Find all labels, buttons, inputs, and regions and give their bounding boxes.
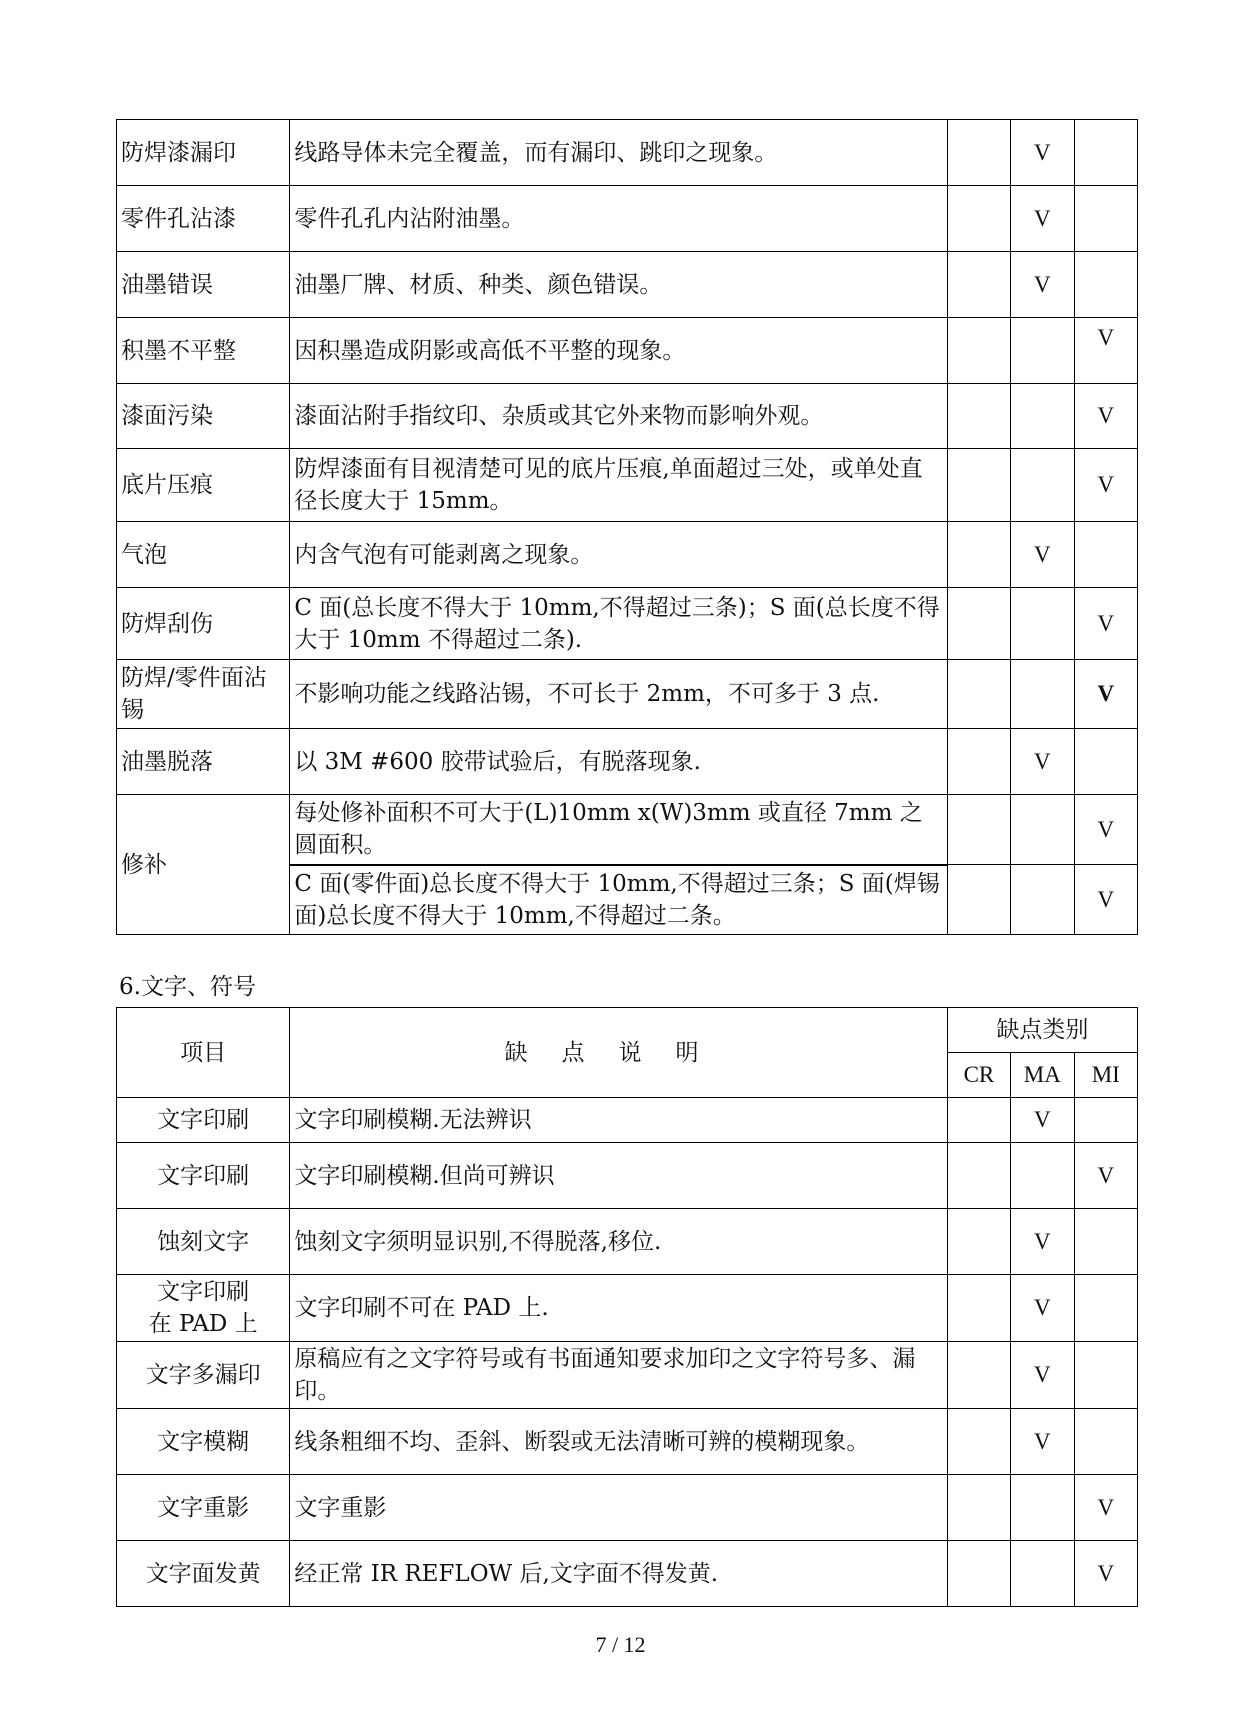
table-header-row [117, 1008, 1138, 1053]
item-cell: 零件孔沾漆 [117, 186, 290, 252]
text-symbol-defect-table [116, 1007, 1138, 1607]
ma-cell: V [1011, 1409, 1074, 1475]
ma-cell [1011, 865, 1074, 935]
ma-cell: V [1011, 1209, 1074, 1275]
desc-cell: 每处修补面积不可大于(L)10mm x(W)3mm 或直径 7mm 之圆面积。 [290, 795, 947, 865]
table-row [117, 252, 1138, 318]
table-row [117, 1209, 1138, 1275]
table-row [117, 449, 1138, 522]
item-cell: 文字印刷在 PAD 上 [117, 1275, 290, 1342]
mi-cell: V [1074, 795, 1137, 865]
desc-cell: 防焊漆面有目视清楚可见的底片压痕,单面超过三处，或单处直径长度大于 15mm。 [290, 449, 947, 522]
desc-cell: C 面(零件面)总长度不得大于 10mm,不得超过三条；S 面(焊锡面)总长度不得大于 10mm,不得超过二条。 [290, 865, 947, 935]
cr-cell [947, 1409, 1010, 1475]
ma-cell [1011, 1541, 1074, 1607]
cr-cell [947, 660, 1010, 729]
desc-cell: 内含气泡有可能剥离之现象。 [290, 522, 947, 588]
ma-cell [1011, 449, 1074, 522]
cr-cell [947, 318, 1010, 384]
ma-cell: V [1011, 120, 1074, 186]
ma-cell [1011, 318, 1074, 384]
item-cell: 底片压痕 [117, 449, 290, 522]
item-cell: 文字模糊 [117, 1409, 290, 1475]
mi-cell: V [1074, 1143, 1137, 1209]
mi-cell [1074, 120, 1137, 186]
mi-cell: V [1074, 1475, 1137, 1541]
mi-cell: V [1074, 318, 1137, 384]
item-cell: 文字多漏印 [117, 1342, 290, 1409]
item-cell: 文字印刷 [117, 1143, 290, 1209]
solder-mask-defect-table [116, 119, 1138, 935]
item-cell: 文字印刷 [117, 1098, 290, 1143]
item-cell: 文字面发黄 [117, 1541, 290, 1607]
ma-cell: V [1011, 1342, 1074, 1409]
ma-cell: V [1011, 522, 1074, 588]
ma-cell: V [1011, 252, 1074, 318]
mi-cell [1074, 1209, 1137, 1275]
desc-cell: 经正常 IR REFLOW 后,文字面不得发黄. [290, 1541, 947, 1607]
item-cell: 油墨错误 [117, 252, 290, 318]
table-row [117, 1409, 1138, 1475]
ma-cell [1011, 795, 1074, 865]
ma-cell [1011, 660, 1074, 729]
table-row [117, 186, 1138, 252]
table-row [117, 588, 1138, 660]
mi-cell: V [1074, 449, 1137, 522]
desc-cell: 原稿应有之文字符号或有书面通知要求加印之文字符号多、漏印。 [290, 1342, 947, 1409]
item-cell: 文字重影 [117, 1475, 290, 1541]
desc-cell: 线条粗细不均、歪斜、断裂或无法清晰可辨的模糊现象。 [290, 1409, 947, 1475]
mi-cell: V [1074, 1541, 1137, 1607]
desc-cell: 不影响功能之线路沾锡，不可长于 2mm，不可多于 3 点. [290, 660, 947, 729]
page-number: 7 / 12 [595, 1632, 646, 1657]
cr-cell [947, 588, 1010, 660]
item-cell: 防焊漆漏印 [117, 120, 290, 186]
cr-cell [947, 186, 1010, 252]
mi-cell: V [1074, 384, 1137, 449]
desc-cell: 因积墨造成阴影或高低不平整的现象。 [290, 318, 947, 384]
item-cell: 油墨脱落 [117, 729, 290, 795]
item-cell: 修补 [117, 795, 290, 935]
cr-cell [947, 1275, 1010, 1342]
ma-cell [1011, 588, 1074, 660]
cr-cell [947, 1209, 1010, 1275]
ma-cell: V [1011, 1275, 1074, 1342]
header-category: 缺点类别 [947, 1008, 1137, 1053]
table-row [117, 1475, 1138, 1541]
mi-cell [1074, 1275, 1137, 1342]
item-cell: 防焊/零件面沾锡 [117, 660, 290, 729]
item-cell: 漆面污染 [117, 384, 290, 449]
cr-cell [947, 1475, 1010, 1541]
desc-cell: 油墨厂牌、材质、种类、颜色错误。 [290, 252, 947, 318]
cr-cell [947, 865, 1010, 935]
cr-cell [947, 1143, 1010, 1209]
cr-cell [947, 1098, 1010, 1143]
cr-cell [947, 1541, 1010, 1607]
table-row [117, 522, 1138, 588]
desc-cell: 蚀刻文字须明显识别,不得脱落,移位. [290, 1209, 947, 1275]
mi-cell [1074, 252, 1137, 318]
header-ma: MA [1011, 1053, 1074, 1098]
desc-cell: 文字印刷模糊.无法辨识 [290, 1098, 947, 1143]
mi-cell [1074, 1409, 1137, 1475]
section-title: 6.文字、符号 [119, 974, 256, 1000]
table-row [117, 120, 1138, 186]
item-cell: 积墨不平整 [117, 318, 290, 384]
desc-cell: 以 3M #600 胶带试验后，有脱落现象. [290, 729, 947, 795]
desc-cell: 文字重影 [290, 1475, 947, 1541]
ma-cell: V [1011, 729, 1074, 795]
table-row [117, 1342, 1138, 1409]
desc-cell: 零件孔孔内沾附油墨。 [290, 186, 947, 252]
mi-cell [1074, 1342, 1137, 1409]
mi-cell: V [1074, 588, 1137, 660]
table-row [117, 795, 1138, 865]
header-cr: CR [947, 1053, 1010, 1098]
desc-cell: C 面(总长度不得大于 10mm,不得超过三条)；S 面(总长度不得大于 10mm 不得超过二条). [290, 588, 947, 660]
cr-cell [947, 1342, 1010, 1409]
cr-cell [947, 729, 1010, 795]
table-row [117, 1541, 1138, 1607]
cr-cell [947, 795, 1010, 865]
table-row [117, 1275, 1138, 1342]
cr-cell [947, 522, 1010, 588]
cr-cell [947, 252, 1010, 318]
table-row [117, 384, 1138, 449]
table-row [117, 729, 1138, 795]
desc-cell: 线路导体未完全覆盖，而有漏印、跳印之现象。 [290, 120, 947, 186]
ma-cell [1011, 1475, 1074, 1541]
table-row [117, 1098, 1138, 1143]
header-desc: 缺点说明 [290, 1008, 947, 1098]
header-item: 项目 [117, 1008, 290, 1098]
mi-cell [1074, 729, 1137, 795]
mi-cell: V [1074, 865, 1137, 935]
item-cell: 气泡 [117, 522, 290, 588]
desc-cell: 文字印刷不可在 PAD 上. [290, 1275, 947, 1342]
header-mi: MI [1074, 1053, 1137, 1098]
ma-cell: V [1011, 1098, 1074, 1143]
ma-cell [1011, 384, 1074, 449]
table-row [117, 318, 1138, 384]
cr-cell [947, 449, 1010, 522]
mi-cell [1074, 186, 1137, 252]
item-cell: 防焊刮伤 [117, 588, 290, 660]
item-cell: 蚀刻文字 [117, 1209, 290, 1275]
mi-cell [1074, 1098, 1137, 1143]
cr-cell [947, 120, 1010, 186]
ma-cell: V [1011, 186, 1074, 252]
desc-cell: 漆面沾附手指纹印、杂质或其它外来物而影响外观。 [290, 384, 947, 449]
mi-cell: V [1074, 660, 1137, 729]
table-row [117, 660, 1138, 729]
cr-cell [947, 384, 1010, 449]
mi-cell [1074, 522, 1137, 588]
ma-cell [1011, 1143, 1074, 1209]
table-row [117, 1143, 1138, 1209]
desc-cell: 文字印刷模糊.但尚可辨识 [290, 1143, 947, 1209]
